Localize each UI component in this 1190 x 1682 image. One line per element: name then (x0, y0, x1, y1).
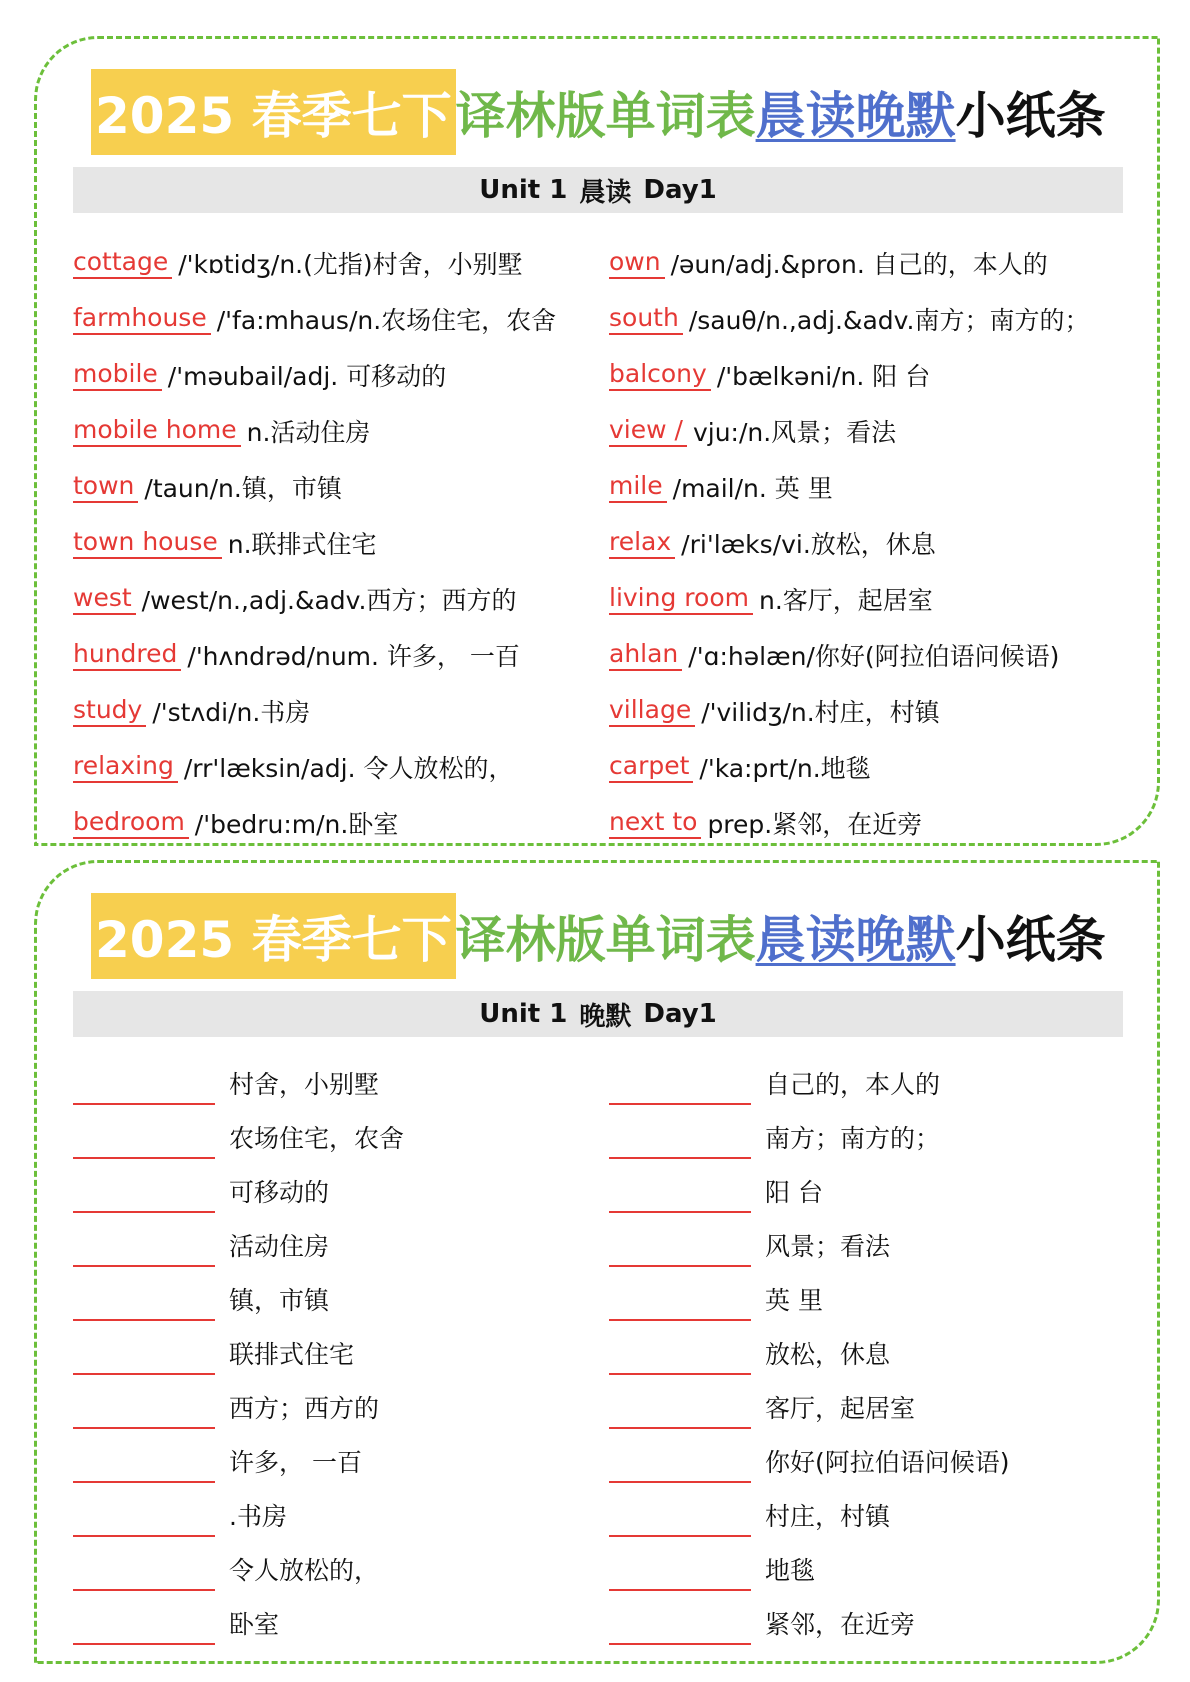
word-entry (73, 291, 603, 347)
dictation-list-left (73, 1051, 603, 1645)
card-title (91, 69, 1106, 155)
dictation-row (609, 1267, 1149, 1321)
word-entry (73, 627, 603, 683)
answer-blank[interactable] (609, 1451, 751, 1483)
meaning-text: 农场住宅，农舍 (229, 1124, 405, 1153)
meaning-text: 放松，休息 (765, 1340, 891, 1369)
meaning-text: 风景；看法 (765, 1232, 891, 1261)
answer-blank[interactable] (609, 1613, 751, 1645)
answer-blank[interactable] (609, 1181, 751, 1213)
dictation-row (609, 1483, 1149, 1537)
word-entry (609, 347, 1149, 403)
answer-blank[interactable] (609, 1235, 751, 1267)
word-definition: n.联排式住宅 (227, 530, 377, 559)
word-definition: /əun/adj.&pron. 自己的，本人的 (670, 250, 1048, 279)
vocab-word: south (609, 303, 683, 335)
vocab-word: west (73, 583, 136, 615)
vocab-word: bedroom (73, 807, 189, 839)
dictation-row (73, 1159, 603, 1213)
dictation-row (609, 1591, 1149, 1645)
meaning-text: 许多， 一百 (229, 1448, 362, 1477)
word-definition: /'ka:prt/n.地毯 (699, 754, 871, 783)
word-definition: n.活动住房 (246, 418, 371, 447)
answer-blank[interactable] (73, 1559, 215, 1591)
meaning-text: 令人放松的， (229, 1556, 380, 1585)
meaning-text: 英 里 (765, 1286, 823, 1315)
title-wordlist: 译林版单词表 (455, 87, 756, 145)
vocab-word: town house (73, 527, 222, 559)
morning-reading-card (34, 36, 1160, 846)
meaning-text: 联排式住宅 (229, 1340, 355, 1369)
answer-blank[interactable] (73, 1289, 215, 1321)
meaning-text: 紧邻，在近旁 (765, 1610, 916, 1639)
word-definition: prep.紧邻，在近旁 (707, 810, 923, 839)
dictation-row (73, 1267, 603, 1321)
dictation-row (73, 1429, 603, 1483)
vocab-word: carpet (609, 751, 693, 783)
dictation-row (609, 1429, 1149, 1483)
day-label: Day1 (643, 999, 717, 1029)
meaning-text: 南方；南方的； (765, 1124, 941, 1153)
dictation-row (73, 1321, 603, 1375)
word-definition: /ri'læks/vi.放松，休息 (681, 530, 936, 559)
word-entry (609, 627, 1149, 683)
meaning-text: 地毯 (765, 1556, 816, 1585)
word-entry (609, 403, 1149, 459)
word-definition: /taun/n.镇，市镇 (144, 474, 342, 503)
vocab-word: balcony (609, 359, 711, 391)
word-entry (73, 795, 603, 851)
title-read-dictate: 晨读晚默 (755, 911, 956, 969)
vocab-word: own (609, 247, 665, 279)
unit-label: Unit 1 (479, 999, 568, 1029)
word-entry (73, 459, 603, 515)
word-definition: /'hʌndrəd/num. 许多， 一百 (187, 642, 520, 671)
word-definition: /rr'læksin/adj. 令人放松的， (183, 754, 514, 783)
title-year-season: 2025 春季七下 (91, 69, 456, 155)
dictation-row (73, 1483, 603, 1537)
title-wordlist: 译林版单词表 (455, 911, 756, 969)
word-entry (73, 347, 603, 403)
answer-blank[interactable] (73, 1235, 215, 1267)
answer-blank[interactable] (73, 1613, 215, 1645)
day-label: Day1 (643, 175, 717, 205)
meaning-text: 西方；西方的 (229, 1394, 380, 1423)
dictation-row (609, 1213, 1149, 1267)
word-entry (73, 403, 603, 459)
vocab-word: hundred (73, 639, 181, 671)
meaning-text: 自己的，本人的 (765, 1070, 941, 1099)
word-definition: /'kɒtidʒ/n.(尤指)村舍，小别墅 (178, 250, 523, 279)
word-entry (609, 571, 1149, 627)
vocab-word: cottage (73, 247, 172, 279)
dictation-row (609, 1105, 1149, 1159)
dictation-row (609, 1051, 1149, 1105)
vocab-word: village (609, 695, 695, 727)
title-slip: 小纸条 (955, 911, 1106, 969)
vocab-word: study (73, 695, 146, 727)
word-definition: /'məubail/adj. 可移动的 (167, 362, 447, 391)
answer-blank[interactable] (73, 1073, 215, 1105)
word-entry (609, 739, 1149, 795)
word-entry (609, 291, 1149, 347)
word-entry (73, 235, 603, 291)
word-definition: /mail/n. 英 里 (672, 474, 833, 503)
word-entry (609, 795, 1149, 851)
mode-label: 晚默 (579, 1001, 632, 1032)
answer-blank[interactable] (609, 1073, 751, 1105)
word-entry (73, 739, 603, 795)
meaning-text: 村舍，小别墅 (229, 1070, 380, 1099)
answer-blank[interactable] (609, 1127, 751, 1159)
unit-label: Unit 1 (479, 175, 568, 205)
evening-dictation-card (34, 860, 1160, 1664)
dictation-list-right (609, 1051, 1149, 1645)
answer-blank[interactable] (609, 1505, 751, 1537)
vocab-word: living room (609, 583, 753, 615)
dictation-row (609, 1537, 1149, 1591)
word-entry (609, 459, 1149, 515)
word-definition: vju:/n.风景；看法 (692, 418, 897, 447)
word-entry (73, 571, 603, 627)
meaning-text: 可移动的 (229, 1178, 330, 1207)
word-entry (73, 515, 603, 571)
dictation-row (609, 1159, 1149, 1213)
vocab-word: mobile home (73, 415, 241, 447)
vocab-word: farmhouse (73, 303, 211, 335)
meaning-text: 阳 台 (765, 1178, 823, 1207)
word-definition: /'fa:mhaus/n.农场住宅，农舍 (216, 306, 557, 335)
dictation-row (73, 1105, 603, 1159)
vocab-word: ahlan (609, 639, 682, 671)
word-list-right (609, 235, 1149, 851)
dictation-row (73, 1375, 603, 1429)
answer-blank[interactable] (73, 1505, 215, 1537)
meaning-text: 客厅，起居室 (765, 1394, 916, 1423)
word-entry (73, 683, 603, 739)
vocab-word: mile (609, 471, 667, 503)
word-definition: /'stʌdi/n.书房 (152, 698, 311, 727)
vocab-word: town (73, 471, 138, 503)
answer-blank[interactable] (609, 1397, 751, 1429)
word-entry (609, 235, 1149, 291)
word-definition: /sauθ/n.,adj.&adv.南方；南方的； (688, 306, 1090, 335)
vocab-word: next to (609, 807, 701, 839)
word-definition: /west/n.,adj.&adv.西方；西方的 (141, 586, 517, 615)
answer-blank[interactable] (609, 1289, 751, 1321)
dictation-row (73, 1537, 603, 1591)
card-title (91, 893, 1106, 979)
answer-blank[interactable] (609, 1343, 751, 1375)
dictation-row (73, 1051, 603, 1105)
meaning-text: 村庄，村镇 (765, 1502, 891, 1531)
vocab-word: view / (609, 415, 687, 447)
word-definition: /'vilidʒ/n.村庄，村镇 (701, 698, 940, 727)
title-slip: 小纸条 (955, 87, 1106, 145)
word-entry (609, 683, 1149, 739)
title-year-season: 2025 春季七下 (91, 893, 456, 979)
unit-header-bar (73, 167, 1123, 213)
meaning-text: 活动住房 (229, 1232, 330, 1261)
meaning-text: 你好(阿拉伯语问候语) (765, 1448, 1010, 1477)
answer-blank[interactable] (73, 1451, 215, 1483)
mode-label: 晨读 (579, 177, 632, 208)
answer-blank[interactable] (73, 1397, 215, 1429)
vocab-word: relaxing (73, 751, 178, 783)
meaning-text: .书房 (229, 1502, 287, 1531)
dictation-row (73, 1591, 603, 1645)
word-definition: /'bedru:m/n.卧室 (194, 810, 399, 839)
vocab-word: mobile (73, 359, 162, 391)
dictation-row (609, 1375, 1149, 1429)
word-entry (609, 515, 1149, 571)
word-list-left (73, 235, 603, 851)
meaning-text: 卧室 (229, 1610, 280, 1639)
answer-blank[interactable] (73, 1127, 215, 1159)
word-definition: /'ɑ:həlæn/你好(阿拉伯语问候语) (688, 642, 1060, 671)
word-definition: n.客厅，起居室 (758, 586, 933, 615)
word-definition: /'bælkəni/n. 阳 台 (716, 362, 931, 391)
dictation-row (73, 1213, 603, 1267)
answer-blank[interactable] (609, 1559, 751, 1591)
title-read-dictate: 晨读晚默 (755, 87, 956, 145)
answer-blank[interactable] (73, 1343, 215, 1375)
dictation-row (609, 1321, 1149, 1375)
meaning-text: 镇，市镇 (229, 1286, 330, 1315)
vocab-word: relax (609, 527, 675, 559)
unit-header-bar (73, 991, 1123, 1037)
answer-blank[interactable] (73, 1181, 215, 1213)
